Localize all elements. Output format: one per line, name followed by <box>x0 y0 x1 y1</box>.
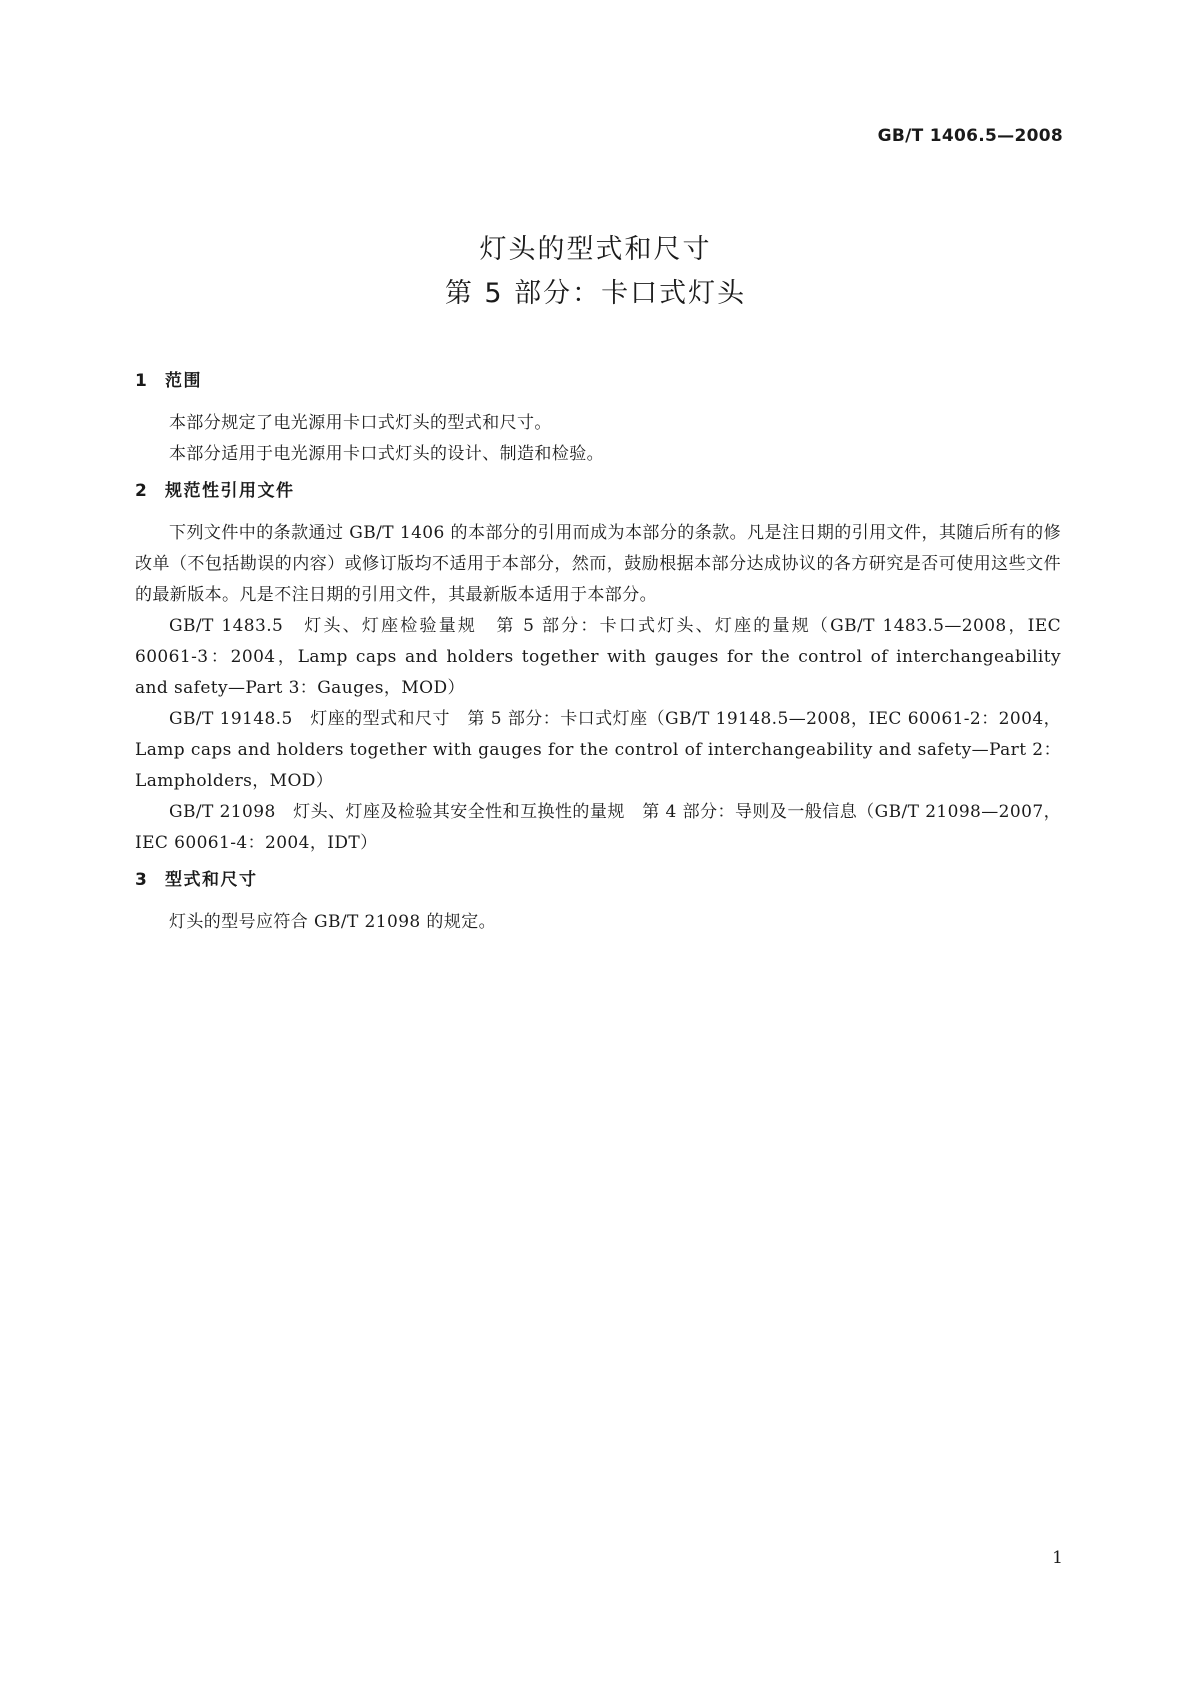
document-title <box>0 228 1191 316</box>
section-body-normative-references <box>135 518 1061 859</box>
page-number: 1 <box>1052 1548 1063 1568</box>
section-number: 3 <box>135 870 149 890</box>
reference-entry: GB/T 1483.5 灯头、灯座检验量规 第 5 部分：卡口式灯头、灯座的量规（GB/T 1483.5—2008，IEC 60061-3：2004，Lamp caps and holders together with gauges for the control of interchangeability and safety—Part 3：Gauges，MOD） <box>135 616 1061 698</box>
section-title: 范围 <box>165 371 202 391</box>
reference-entry: GB/T 21098 灯头、灯座及检验其安全性和互换性的量规 第 4 部分：导则及一般信息（GB/T 21098—2007，IEC 60061-4：2004，IDT） <box>135 802 1061 853</box>
standard-code: GB/T 1406.5—2008 <box>877 126 1063 146</box>
section-body-scope <box>135 408 1061 470</box>
section-heading-types-and-dimensions <box>135 867 1061 893</box>
section-body-types-and-dimensions <box>135 907 1061 938</box>
section-title: 型式和尺寸 <box>165 870 258 890</box>
paragraph: 下列文件中的条款通过 GB/T 1406 的本部分的引用而成为本部分的条款。凡是注日期的引用文件，其随后所有的修改单（不包括勘误的内容）或修订版均不适用于本部分，然而，鼓励根据本部分达成协议的各方研究是否可使用这些文件的最新版本。凡是不注日期的引用文件，其最新版本适用于本部分。 <box>135 523 1061 605</box>
reference-entry: GB/T 19148.5 灯座的型式和尺寸 第 5 部分：卡口式灯座（GB/T 19148.5—2008，IEC 60061-2：2004，Lamp caps and holders together with gauges for the control of interchangeability and safety—Part 2：Lampholders，MOD） <box>135 709 1061 791</box>
document-body <box>135 368 1061 938</box>
title-main: 灯头的型式和尺寸 <box>479 234 712 265</box>
paragraph: 灯头的型号应符合 GB/T 21098 的规定。 <box>169 912 497 932</box>
section-title: 规范性引用文件 <box>165 481 295 501</box>
section-number: 2 <box>135 481 149 501</box>
section-number: 1 <box>135 371 149 391</box>
section-heading-scope <box>135 368 1061 394</box>
paragraph: 本部分适用于电光源用卡口式灯头的设计、制造和检验。 <box>169 444 604 464</box>
title-part: 第 5 部分：卡口式灯头 <box>444 278 747 309</box>
paragraph: 本部分规定了电光源用卡口式灯头的型式和尺寸。 <box>169 413 552 433</box>
section-heading-normative-references <box>135 478 1061 504</box>
